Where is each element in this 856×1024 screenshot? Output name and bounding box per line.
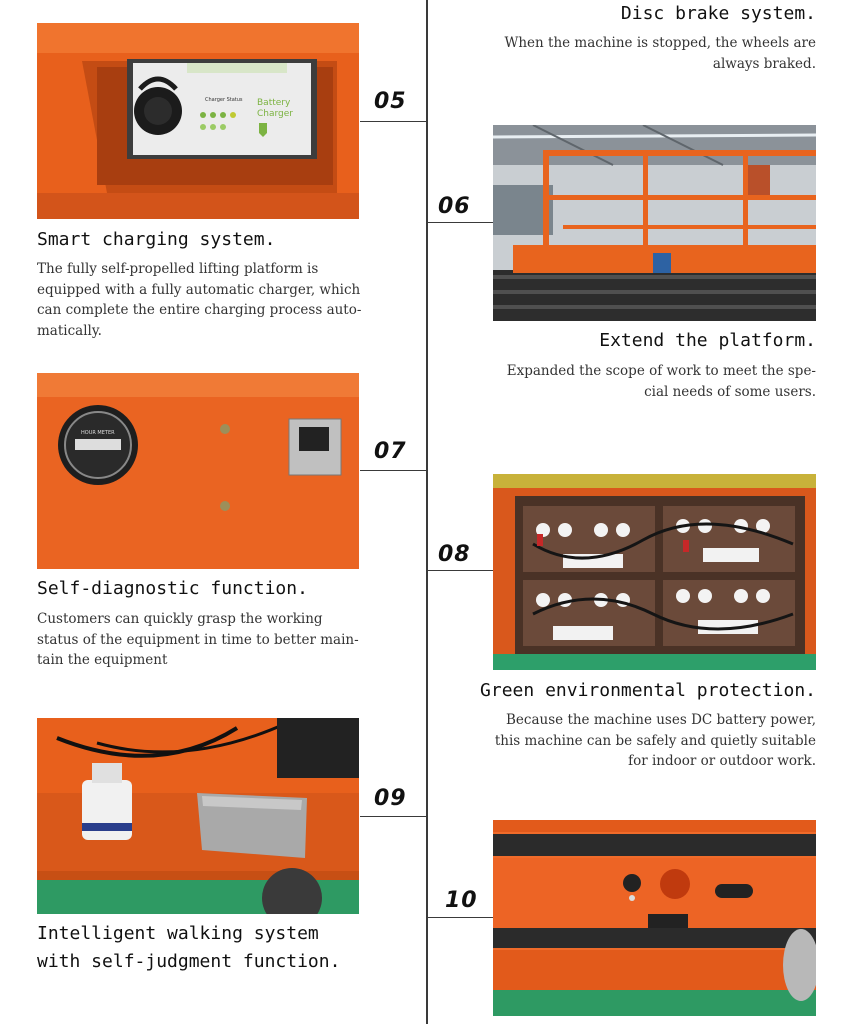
hour-meter-label: HOUR METER: [81, 430, 115, 436]
connector-06: [427, 222, 493, 223]
platform-photo: [493, 125, 816, 321]
battery-photo: [493, 474, 816, 670]
feature-number-07: 07: [374, 439, 407, 464]
battery-charger-label-1: Battery: [257, 98, 291, 108]
center-timeline: [426, 0, 428, 1024]
feature-number-08: 08: [438, 542, 471, 567]
charger-status-text: Charger Status: [205, 97, 243, 103]
feature-number-06: 06: [438, 194, 471, 219]
feature-description-05: The fully self-propelled lifting platform is equipped with a fully automatic charger, which can complete the entire charging process auto- matically.: [37, 261, 362, 339]
disc-brake-description: When the machine is stopped, the wheels are always braked.: [504, 35, 816, 72]
feature-title-09: Intelligent walking system with self-judgment function.: [37, 923, 341, 972]
feature-description-06: Expanded the scope of work to meet the spe- cial needs of some users.: [506, 363, 816, 400]
feature-description-07: Customers can quickly grasp the working status of the equipment in time to better main- tain the equipment: [37, 611, 359, 668]
charger-photo: [37, 23, 359, 219]
feature-title-06: Extend the platform.: [599, 330, 816, 351]
connector-05: [360, 121, 427, 122]
feature-number-05: 05: [374, 89, 407, 114]
feature-title-08: Green environmental protection.: [480, 680, 816, 701]
feature-number-10: 10: [445, 888, 478, 913]
feature-title-05: Smart charging system.: [37, 229, 276, 250]
feature-number-09: 09: [374, 786, 407, 811]
hour-meter-photo: [37, 373, 359, 569]
connector-08: [427, 570, 493, 571]
feature-description-08: Because the machine uses DC battery power, this machine can be safely and quietly suitable for indoor or outdoor work.: [494, 712, 816, 769]
disc-brake-title: Disc brake system.: [620, 3, 816, 24]
walking-system-photo: [37, 718, 359, 914]
battery-charger-label-2: Charger: [257, 109, 293, 119]
connector-10: [427, 917, 493, 918]
connector-09: [360, 816, 427, 817]
connector-07: [360, 470, 427, 471]
chassis-photo: [493, 820, 816, 1016]
feature-title-07: Self-diagnostic function.: [37, 578, 308, 599]
